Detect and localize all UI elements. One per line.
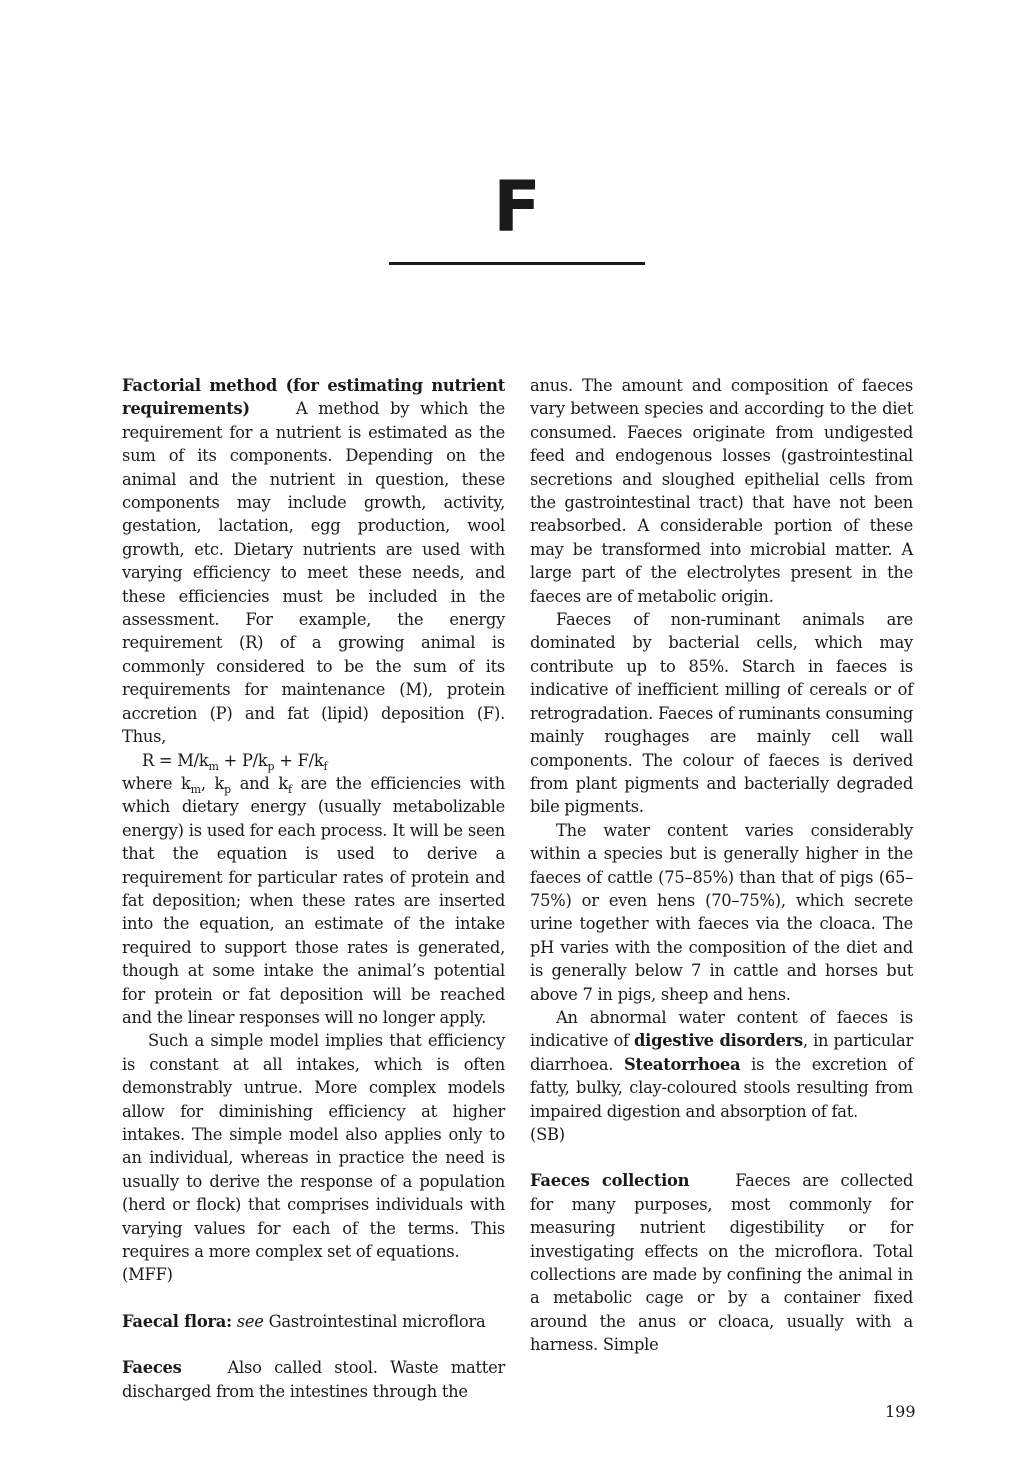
- energy-equation: [122, 749, 505, 772]
- equation-sub-m: m: [208, 759, 219, 773]
- entry-gap: [122, 1333, 505, 1356]
- where-text-b: , k: [200, 773, 225, 793]
- where-text-c: and k: [230, 773, 288, 793]
- author-signature-mff: (MFF): [122, 1265, 173, 1285]
- page-number: 199: [885, 1402, 916, 1421]
- where-sub-f: f: [287, 782, 292, 796]
- where-text-a: where k: [122, 773, 191, 793]
- faeces-collection-entry: [530, 1169, 913, 1356]
- equation-term-p: + P/k: [218, 750, 268, 770]
- cross-reference-link[interactable]: Gastrointestinal microflora: [268, 1311, 486, 1331]
- headword-faeces: Faeces: [122, 1358, 182, 1378]
- faecal-flora-entry: [122, 1310, 505, 1333]
- chapter-rule: [389, 262, 645, 265]
- chapter-letter: F: [493, 166, 541, 248]
- factorial-where-text: [122, 772, 505, 1029]
- entry-gap: [122, 1287, 505, 1310]
- faeces-text-start: Also called stool. Waste matter discharged from the intestines through the: [122, 1358, 505, 1401]
- where-text-rest: are the efficiencies with which dietary energy (usually metabolizable energy) is used for each process. It will be seen that the equation is used to derive a requirement for particular rates of protein and fat deposition; when these rates are inserted into the equation, an estimate of the intake required to support those rates is generated, though at some intake the animal’s potential for protein or fat deposition will be reached and the linear responses will no longer apply.: [122, 773, 505, 1027]
- p4-text-e: is the excretion of fatty, bulky, clay-coloured stools resulting from impaired digestion and absorption of fat.: [530, 1054, 913, 1121]
- p4-text-a: An abnormal water content of faeces is indicative of: [530, 1007, 913, 1051]
- faeces-entry: [122, 1356, 505, 1403]
- headword-faeces-collection: Faeces collection: [530, 1171, 690, 1191]
- faeces-paragraph-4: [530, 1006, 913, 1123]
- equation-sub-f: f: [323, 759, 328, 773]
- faeces-paragraph-2: Faeces of non-ruminant animals are dominated by bacterial cells, which may contribute up to 85%. Starch in faeces is indicative of inefficient milling of cereals or of retrogradation. Faeces of ruminants consuming mainly roughages are mainly cell wall components. The colour of faeces is derived from plant pigments and bacterially degraded bile pigments.: [530, 610, 914, 817]
- factorial-paragraph-2: Such a simple model implies that efficiency is constant at all intakes, which is often demonstrably untrue. More complex models allow for diminishing efficiency at higher intakes. The simple model also applies only to an individual, whereas in practice the need is usually to derive the response of a population (herd or flock) that comprises individuals with varying values for each of the terms. This requires a more complex set of equations.: [122, 1031, 505, 1262]
- faeces-collection-text: Faeces are collected for many purposes, most commonly for measuring nutrient digestibility or for investigating effects on the microflora. Total collections are made by confining the animal in a metabolic cage or by a container fixed around the anus or cloaca, usually with a harness. Simple: [530, 1171, 913, 1355]
- factorial-entry: [122, 374, 505, 749]
- headword-factorial-method: Factorial method (for estimating nutrient requirements): [122, 376, 505, 419]
- where-sub-m: m: [190, 782, 201, 796]
- factorial-paragraph-1: A method by which the requirement for a nutrient is estimated as the sum of its components. Depending on the animal and the nutrient in question, these components may include growth, activity, gestation, lactation, egg production, wool growth, etc. Dietary nutrients are used with varying efficiency to meet these needs, and these efficiencies must be included in the assessment. For example, the energy requirement (R) of a growing animal is commonly considered to be the sum of its requirements for maintenance (M), protein accretion (P) and fat (lipid) deposition (F). Thus,: [122, 399, 505, 747]
- faeces-paragraph-1: anus. The amount and composition of faeces vary between species and according to the diet consumed. Faeces originate from undigested feed and endogenous losses (gastrointestinal secretions and sloughed epithelial cells from the gastrointestinal tract) that have not been reabsorbed. A considerable portion of these may be transformed into microbial matter. A large part of the electrolytes present in the faeces are of metabolic origin.: [530, 376, 913, 606]
- right-column: [530, 374, 913, 1357]
- left-column: [122, 374, 505, 1403]
- equation-term-m: R = M/k: [142, 750, 209, 770]
- see-word: see: [236, 1311, 264, 1331]
- headword-faecal-flora: Faecal flora:: [122, 1311, 232, 1331]
- equation-sub-p: p: [267, 759, 275, 773]
- faeces-paragraph-3: The water content varies considerably within a species but is generally higher in the faeces of cattle (75–85%) than that of pigs (65–75%) or even hens (70–75%), which secrete urine together with faeces via the cloaca. The pH varies with the composition of the diet and is generally below 7 in cattle and horses but above 7 in pigs, sheep and hens.: [530, 820, 913, 1004]
- p4-text-c: , in particular diarrhoea.: [530, 1031, 913, 1074]
- where-sub-p: p: [224, 782, 231, 796]
- equation-term-f: + F/k: [274, 750, 324, 770]
- author-signature-sb: (SB): [530, 1125, 565, 1144]
- entry-gap: [530, 1146, 913, 1169]
- term-digestive-disorders: digestive disorders: [634, 1031, 803, 1051]
- term-steatorrhoea: Steatorrhoea: [624, 1054, 741, 1074]
